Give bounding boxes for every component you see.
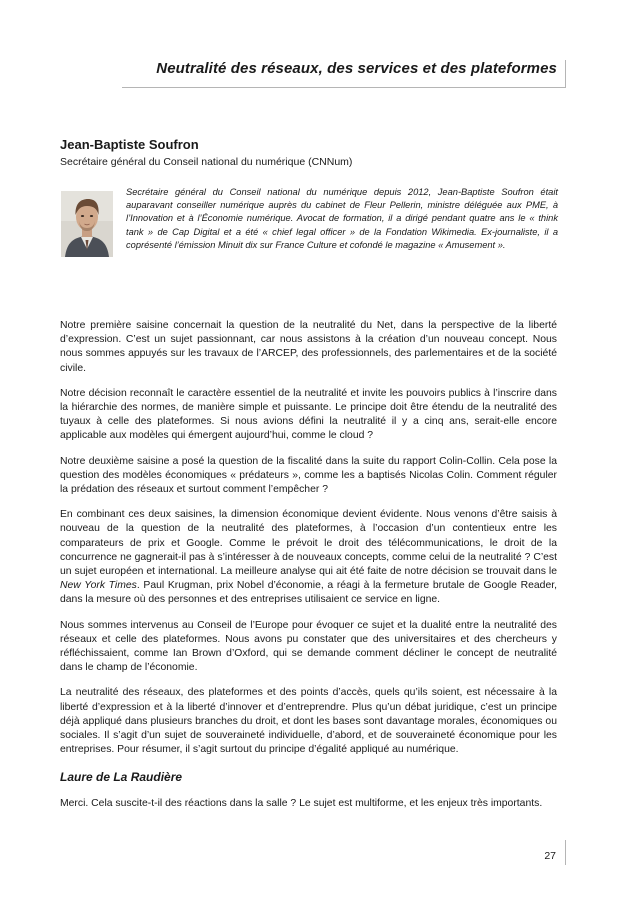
body-paragraph: La neutralité des réseaux, des plateformes et des points d’accès, quels qu’ils soient, est nécessaire à la liberté d’expression et à la liberté d’innover et d’entreprendre. Plus qu’un débat juridique, c’est un principe déjà appliqué dans plusieurs branches du droit, et dont les bases sont davantage morales, économiques ou sociales. Il s’agit d’un sujet de souveraineté individuelle, d’abord, et de souveraineté économique pour les entreprises. Pour résumer, il s’agit surtout du principe d’égalité appliqué au numérique. [60, 687, 557, 756]
footer-rule-vertical [565, 840, 566, 865]
body-text-run: En combinant ces deux saisines, la dimension économique devient évidente. Nous venons d’être saisis à nouveau de la question de la neutralité des plateformes, à l’occasion d’un contentieux entre les comparateurs de prix et Google. Comme le prévoit le droit des télécommunications, le droit de la concurrence ne gagnerait-il pas à s’intéresser à de nouveaux concepts, comme celui de la neutralité ? C’est un sujet européen et international. La meilleure analyse qui ait été faite de notre décision se trouvait dans le [60, 509, 557, 578]
body-paragraph: Nous sommes intervenus au Conseil de l’Europe pour évoquer ce sujet et la dualité entre la neutralité des réseaux et celle des plateformes. Nous avons pu constater que des universitaires et des chercheurs y réfléchissaient, comme Ian Brown d’Oxford, qui se demande comment décliner le concept de neutralité dans le champ de l’économie. [60, 619, 557, 674]
body-text-run: . Paul Krugman, prix Nobel d’économie, a réagi à la fermeture brutale de Google Reader, dans la mesure où des personnes et des entreprises utilisaient ce service en ligne. [60, 580, 557, 606]
portrait-image [61, 191, 113, 257]
speaker-portrait [61, 191, 113, 257]
running-header-title: Neutralité des réseaux, des services et des plateformes [156, 60, 557, 77]
speaker-bio: Secrétaire général du Conseil national du numérique depuis 2012, Jean-Baptiste Soufron était auparavant conseiller numérique auprès du cabinet de Fleur Pellerin, ministre déléguée aux PME, à l’Innovation et à l’Économie numérique. Avocat de formation, il a dirigé pendant quatre ans le « think tank » de Cap Digital et a été « chief legal officer » de la Fondation Wikimedia. Ex-journaliste, il a coprésenté l’émission Minuit dix sur France Culture et cofondé le magazine « Amusement ». [126, 187, 558, 250]
body-paragraph: Notre décision reconnaît le caractère essentiel de la neutralité et invite les pouvoirs publics à l’inscrire dans la hiérarchie des normes, de manière simple et puissante. Le principe doit être étendu de la neutralité des tuyaux à celle des plateformes. Si nous avions défini la neutralité il y a cinq ans, serait-elle encore applicable aux modèles qui émergent aujourd’hui, comme le cloud ? [60, 387, 557, 442]
page-number: 27 [544, 850, 556, 862]
body-paragraph [60, 508, 557, 607]
speaker-name: Jean-Baptiste Soufron [60, 137, 199, 152]
header-rule-horizontal [122, 87, 566, 88]
second-speaker-name: Laure de La Raudière [60, 770, 183, 784]
body-text [60, 319, 557, 757]
speaker-role: Secrétaire général du Conseil national du numérique (CNNum) [60, 156, 353, 168]
body-paragraph: Notre deuxième saisine a posé la question de la fiscalité dans la suite du rapport Colin-Collin. Cela pose la question des modèles économiques « prédateurs », comme les a baptisés Nicolas Colin. Comment réguler la prédation des réseaux et surtout comment l’empêcher ? [60, 455, 557, 496]
body-paragraph: Notre première saisine concernait la question de la neutralité du Net, dans la perspective de la liberté d’expression. C’est un sujet passionnant, car nous assistons à la création d’un nouveau concept. Nous nous sommes appuyés sur les travaux de l’ARCEP, des professionnels, des parlementaires et de la société civile. [60, 320, 557, 374]
header-rule-vertical [565, 60, 566, 88]
body-text-italic: New York Times [60, 580, 137, 592]
second-speaker-text: Merci. Cela suscite-t-il des réactions dans la salle ? Le sujet est multiforme, et les enjeux très importants. [60, 798, 543, 809]
